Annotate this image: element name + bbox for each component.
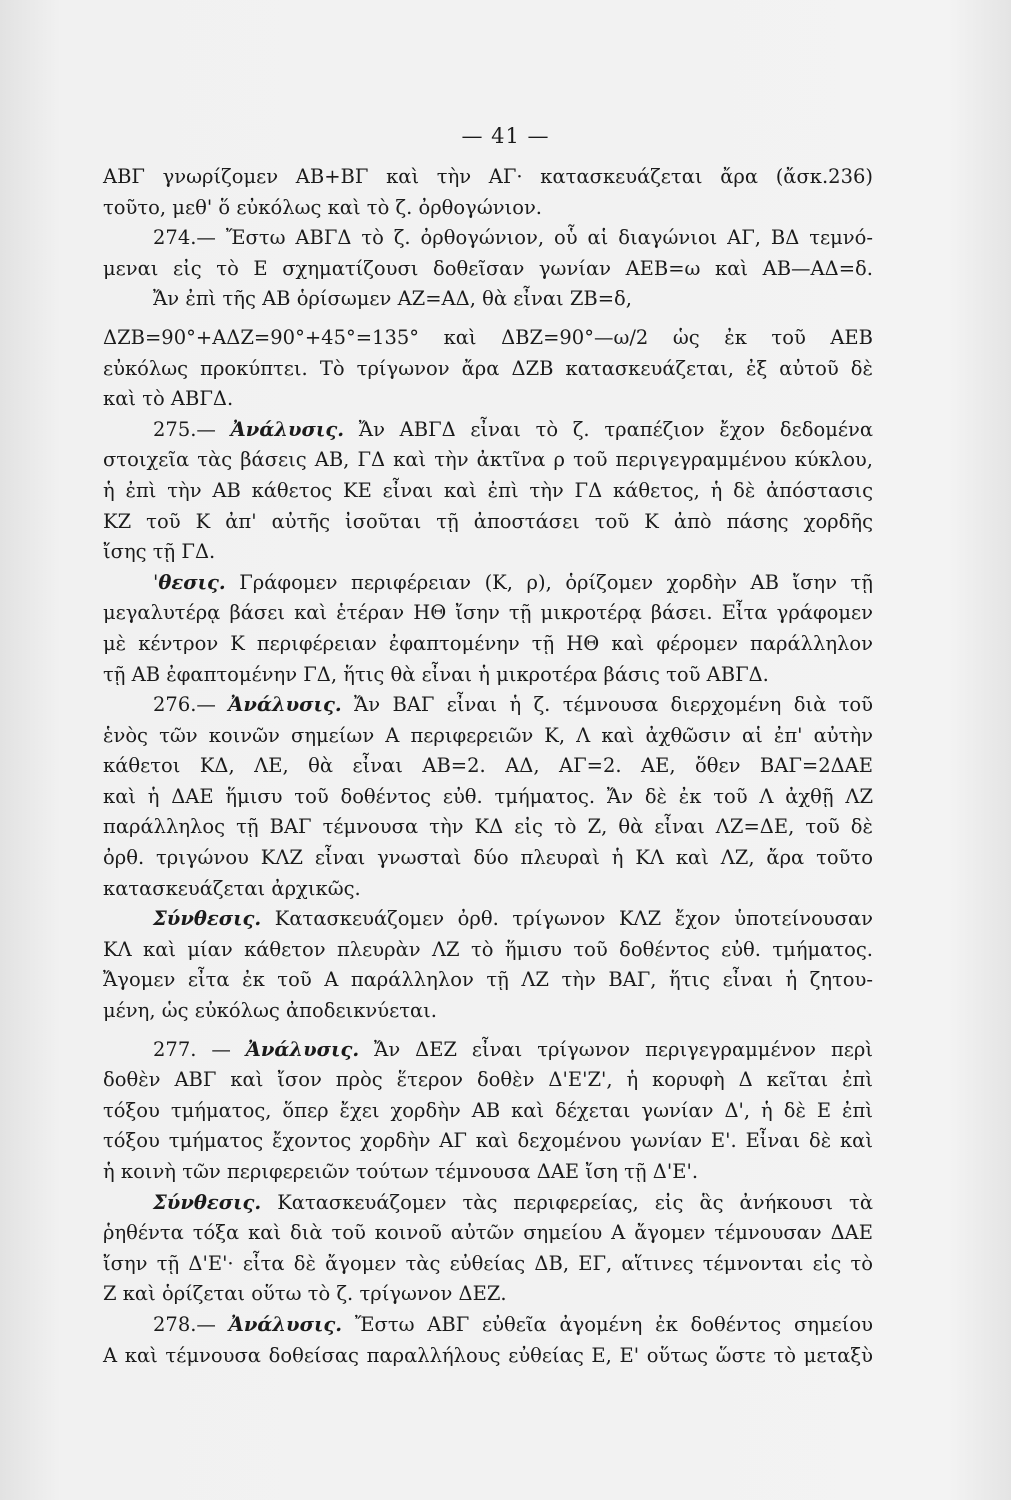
section-heading: Ἀνάλυσις.: [228, 693, 342, 717]
text-segment: κατασκευάζεται ἀρχικῶς.: [103, 876, 361, 900]
text-line: [103, 193, 873, 224]
text-line: [103, 1341, 873, 1372]
text-line: [103, 660, 873, 691]
text-line: [103, 721, 873, 752]
text-line: [103, 384, 873, 415]
text-segment: 275.—: [153, 417, 231, 441]
text-line: [103, 415, 873, 446]
text-segment: Κατασκευάζομεν τὰς περιφερείας, εἰς ἃς ἀνήκουσι τὰ: [261, 1190, 873, 1214]
text-segment: μένη, ὡς εὐκόλως ἀποδεικνύεται.: [103, 999, 438, 1023]
text-line: [103, 1157, 873, 1188]
text-line: [103, 843, 873, 874]
text-line: [103, 1249, 873, 1280]
text-line: [103, 507, 873, 538]
text-line: [103, 1279, 873, 1310]
text-segment: ': [153, 570, 159, 594]
text-segment: καὶ τὸ ΑΒΓΔ.: [103, 387, 234, 411]
text-line: [103, 162, 873, 193]
section-heading: Σύνθεσις.: [153, 1190, 262, 1214]
text-segment: Ἄγομεν εἶτα ἐκ τοῦ Α παράλληλον τῇ ΛΖ τὴν ΒΑΓ, ἥτις εἶναι ἡ ζητου-: [103, 968, 873, 992]
text-line: [103, 323, 873, 354]
text-segment: ῥηθέντα τόξα καὶ διὰ τοῦ κοινοῦ αὐτῶν σημείου Α ἄγομεν τέμνουσαν ΔΑΕ: [103, 1221, 873, 1245]
text-line: [103, 568, 873, 599]
text-segment: δοθὲν ΑΒΓ καὶ ἴσον πρὸς ἕτερον δοθὲν Δ'Ε'Ζ', ἡ κορυφὴ Δ κεῖται ἐπὶ: [103, 1068, 873, 1092]
text-segment: Ἄν ἐπὶ τῆς ΑΒ ὁρίσωμεν ΑΖ=ΑΔ, θὰ εἶναι ΖΒ=δ,: [153, 287, 632, 311]
text-line: [103, 996, 873, 1027]
text-segment: τόξου τμήματος ἔχοντος χορδὴν ΑΓ καὶ δεχομένου γωνίαν Ε'. Εἶναι δὲ καὶ: [103, 1129, 873, 1153]
page-number: — 41 —: [461, 124, 550, 148]
text-line: [103, 284, 873, 315]
text-line: [103, 690, 873, 721]
section-heading: Ἀνάλυσις.: [230, 417, 345, 441]
text-segment: μεγαλυτέρᾳ βάσει καὶ ἑτέραν ΗΘ ἴσην τῇ μικροτέρᾳ βάσει. Εἶτα γράφομεν: [103, 601, 873, 625]
section-heading: θεσις.: [158, 570, 226, 594]
text-segment: ΚΖ τοῦ Κ ἀπ' αὐτῆς ἰσοῦται τῇ ἀποστάσει τοῦ Κ ἀπὸ πάσης χορδῆς: [103, 509, 873, 533]
text-line: [103, 598, 873, 629]
text-line: [103, 1188, 873, 1219]
text-segment: εὐκόλως προκύπτει. Τὸ τρίγωνον ἄρα ΔΖΒ κατασκευάζεται, ἐξ αὐτοῦ δὲ: [103, 356, 873, 380]
text-line: [103, 629, 873, 660]
text-segment: τῇ ΑΒ ἐφαπτομένην ΓΔ, ἥτις θὰ εἶναι ἡ μικροτέρα βάσις τοῦ ΑΒΓΔ.: [103, 662, 769, 686]
text-segment: Ἄν ΒΑΓ εἶναι ἡ ζ. τέμνουσα διερχομένη διὰ τοῦ: [341, 693, 873, 717]
text-line: [103, 812, 873, 843]
text-segment: Ἄν ΔΕΖ εἶναι τρίγωνον περιγεγραμμένον περὶ: [359, 1037, 873, 1061]
text-line: [103, 782, 873, 813]
text-line: [103, 935, 873, 966]
text-segment: 274.— Ἔστω ΑΒΓΔ τὸ ζ. ὀρθογώνιον, οὗ αἱ διαγώνιοι ΑΓ, ΒΔ τεμνό-: [153, 226, 873, 250]
text-segment: Κατασκευάζομεν ὀρθ. τρίγωνον ΚΛΖ ἔχον ὑποτείνουσαν: [261, 907, 873, 931]
text-segment: Ζ καὶ ὁρίζεται οὕτω τὸ ζ. τρίγωνον ΔΕΖ.: [103, 1282, 507, 1306]
text-segment: 277. —: [153, 1037, 246, 1061]
section-heading: Ἀνάλυσις.: [245, 1037, 360, 1061]
text-line: [103, 223, 873, 254]
text-segment: καὶ ἡ ΔΑΕ ἥμισυ τοῦ δοθέντος εὐθ. τμήματος. Ἄν δὲ ἐκ τοῦ Λ ἀχθῇ ΛΖ: [103, 784, 873, 808]
text-line: [103, 1096, 873, 1127]
page-body-text: [103, 162, 873, 1371]
text-segment: τοῦτο, μεθ' ὅ εὐκόλως καὶ τὸ ζ. ὀρθογώνιον.: [103, 195, 543, 219]
text-line: [103, 1065, 873, 1096]
section-heading: Ἀνάλυσις.: [228, 1312, 343, 1336]
text-segment: στοιχεῖα τὰς βάσεις ΑΒ, ΓΔ καὶ τὴν ἀκτῖνα ρ τοῦ περιγεγραμμένου κύκλου,: [103, 448, 873, 472]
text-line: [103, 1218, 873, 1249]
text-segment: ΑΒΓ γνωρίζομεν ΑΒ+ΒΓ καὶ τὴν ΑΓ· κατασκευάζεται ἄρα (ἄσκ.236): [103, 165, 873, 188]
text-line: [103, 445, 873, 476]
text-segment: ἑνὸς τῶν κοινῶν σημείων Α περιφερειῶν Κ, Λ καὶ ἀχθῶσιν αἱ ἐπ' αὐτὴν: [103, 723, 873, 747]
text-segment: τόξου τμήματος, ὅπερ ἔχει χορδὴν ΑΒ καὶ δέχεται γωνίαν Δ', ἡ δὲ Ε ἐπὶ: [103, 1098, 873, 1122]
text-line: [103, 254, 873, 285]
text-line: [103, 354, 873, 385]
text-segment: 276.—: [153, 693, 229, 717]
text-line: [103, 751, 873, 782]
text-segment: Α καὶ τέμνουσα δοθείσας παραλλήλους εὐθείας Ε, Ε' οὕτως ὥστε τὸ μεταξὺ: [103, 1343, 873, 1367]
text-segment: ἴσης τῇ ΓΔ.: [103, 540, 216, 564]
text-segment: Ἄν ΑΒΓΔ εἶναι τὸ ζ. τραπέζιον ἔχον δεδομένα: [344, 417, 873, 441]
text-segment: 278.—: [153, 1312, 229, 1336]
text-line: [103, 1035, 873, 1066]
text-segment: Ἔστω ΑΒΓ εὐθεῖα ἀγομένη ἐκ δοθέντος σημείου: [342, 1312, 873, 1336]
text-segment: ἡ ἐπὶ τὴν ΑΒ κάθετος ΚΕ εἶναι καὶ ἐπὶ τὴν ΓΔ κάθετος, ἡ δὲ ἀπόστασις: [103, 478, 873, 502]
text-line: [103, 476, 873, 507]
text-segment: κάθετοι ΚΔ, ΛΕ, θὰ εἶναι ΑΒ=2. ΑΔ, ΑΓ=2. ΑΕ, ὅθεν ΒΑΓ=2ΔΑΕ: [103, 754, 873, 778]
text-segment: μὲ κέντρον Κ περιφέρειαν ἐφαπτομένην τῇ ΗΘ καὶ φέρομεν παράλληλον: [103, 631, 873, 655]
text-segment: παράλληλος τῇ ΒΑΓ τέμνουσα τὴν ΚΔ εἰς τὸ Ζ, θὰ εἶναι ΛΖ=ΔΕ, τοῦ δὲ: [103, 815, 873, 839]
text-segment: μεναι εἰς τὸ Ε σχηματίζουσι δοθεῖσαν γωνίαν ΑΕΒ=ω καὶ ΑΒ—ΑΔ=δ.: [103, 256, 873, 280]
text-line: [103, 1310, 873, 1341]
text-segment: ὀρθ. τριγώνου ΚΛΖ εἶναι γνωσταὶ δύο πλευραὶ ἡ ΚΛ καὶ ΛΖ, ἄρα τοῦτο: [103, 846, 873, 870]
text-line: [103, 1126, 873, 1157]
text-segment: ἴσην τῇ Δ'Ε'· εἶτα δὲ ἄγομεν τὰς εὐθείας ΔΒ, ΕΓ, αἵτινες τέμνονται εἰς τὸ: [103, 1251, 873, 1275]
section-heading: Σύνθεσις.: [153, 907, 262, 931]
text-segment: ΔΖΒ=90°+ΑΔΖ=90°+45°=135° καὶ ΔΒΖ=90°—ω/2 ὡς ἐκ τοῦ ΑΕΒ: [103, 325, 873, 349]
text-line: [103, 904, 873, 935]
text-line: [103, 874, 873, 905]
text-line: [103, 537, 873, 568]
text-segment: ΚΛ καὶ μίαν κάθετον πλευρὰν ΛΖ τὸ ἥμισυ τοῦ δοθέντος εὐθ. τμήματος.: [103, 937, 873, 961]
text-segment: ἡ κοινὴ τῶν περιφερειῶν τούτων τέμνουσα ΔΑΕ ἴση τῇ Δ'Ε'.: [103, 1160, 699, 1183]
text-line: [103, 965, 873, 996]
text-segment: Γράφομεν περιφέρειαν (Κ, ρ), ὁρίζομεν χορδὴν ΑΒ ἴσην τῇ: [225, 570, 873, 594]
